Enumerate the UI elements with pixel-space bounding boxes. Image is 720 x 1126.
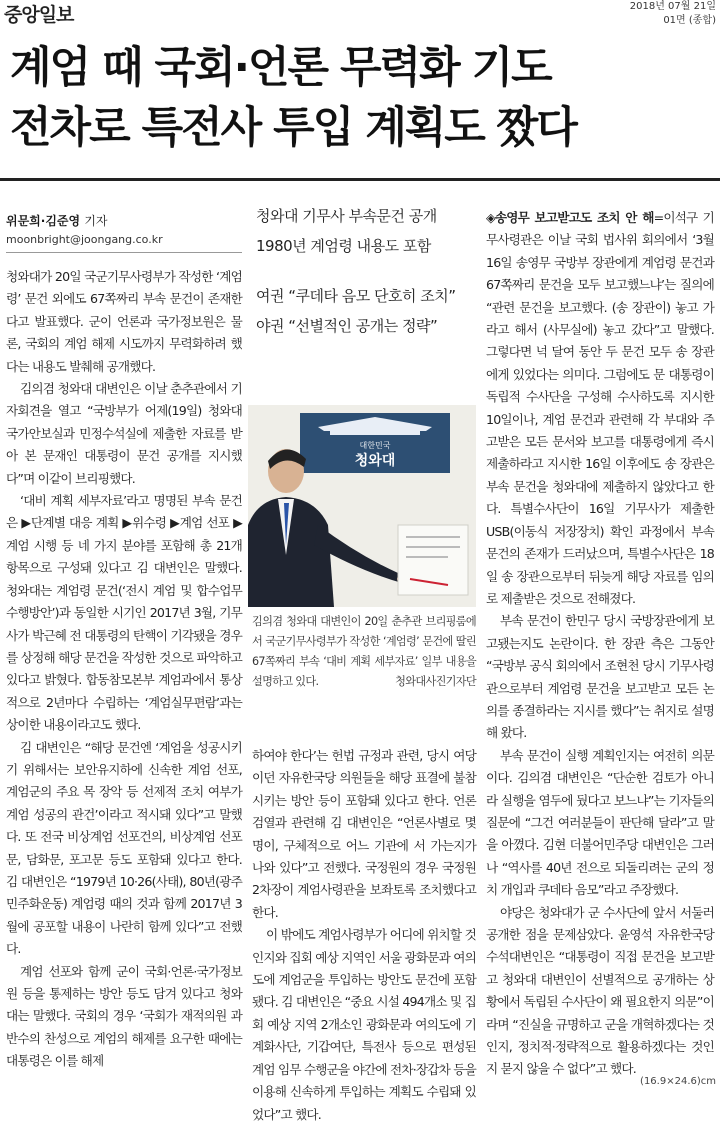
byline-divider [6, 252, 242, 253]
headline-line-2: 전차로 특전사 투입 계획도 짰다 [10, 103, 576, 153]
newspaper-logo: 중앙일보 [4, 4, 74, 26]
headline-line-1: 계엄 때 국회·언론 무력화 기도 [10, 43, 551, 93]
paragraph-text: =이석구 기무사령관은 이날 국회 법사위 회의에서 ‘3월 16일 송영무 국방부 장관에게 계엄령 문건과 67쪽짜리 문건을 모두 보고했느냐’는 질의에 “관련 문건을 보고했다. (송 장관이) 놓고 가라고 해서 (사무실에) 놓고 갔다”고 말했다. 그렇다면 넉 달여 동안 두 문건 모두 송 장관에게 있었다는 의미다. 그럼에도 문 대통령이 독립적 수사단을 구성해 수사하도록 지시한 10일이나, 계엄 문건과 관련해 각 부대와 주고받은 모든 문서와 보고를 대통령에게 즉시 제출하라고 지시한 16일 이후에도 송 장관은 부속 문건을 청와대에 제출하지 않았다고 한다. 특별수사단이 16일 기무사가 제출한 USB(이동식 저장장치) 확인 과정에서 부속 문건의 존재가 드러났으며, 특별수사단은 18일 송 장관으로부터 뒤늦게 해당 자료를 임의로 제출받은 것으로 전해졌다. [486, 210, 714, 606]
paragraph: 김 대변인은 “해당 문건엔 ‘계엄을 성공시키기 위해서는 보안유지하에 신속한 계엄 선포, 계엄군의 주요 목 장악 등 선제적 조치 여부가 계엄 성공의 관건’이라고 적시돼 있다”고 말했다. 또 전국 비상계엄 선포건의, 비상계엄 선포문, 담화문, 포고문 등도 포함돼 있다고 한다. 김 대변인은 “1979년 10·26(사태), 80년(광주 민주화운동) 계엄령 때의 것과 함께 2017년 3월에 공포할 내용이 나란히 함께 있다”고 전했다. [6, 739, 242, 957]
article-size-note: (16.9×24.6)cm [640, 1076, 716, 1087]
subhead-1: 청와대 기무사 부속문건 공개 [256, 207, 437, 225]
paragraph: 김의겸 청와대 대변인은 이날 춘추관에서 기자회견을 열고 “국방부가 어제(19일) 청와대 국가안보실과 민정수석실에 제출한 자료를 받아 본 문재인 대통령이 문건 공개를 지시했다”며 이같이 브리핑했다. [6, 381, 242, 486]
byline-names: 위문희·김준영 [6, 214, 81, 228]
byline-email[interactable]: moonbright@joongang.co.kr [6, 233, 163, 246]
section-kicker: ◈송영무 보고받고도 조치 안 해 [486, 210, 654, 225]
paragraph: 야당은 청와대가 군 수사단에 앞서 서둘러 공개한 점을 문제삼았다. 윤영석 자유한국당 수석대변인은 “대통령이 직접 문건을 보고받고 청와대 대변인이 선별적으로 공개하는 상황에서 독립된 수사단이 왜 필요한지 의문”이라며 “진실을 규명하고 군을 개혁하겠다는 것인지, 정치적·정략적으로 활용하겠다는 것인지 묻지 않을 수 없다”고 했다. [486, 904, 714, 1077]
paragraph [486, 207, 714, 610]
article-column-3 [486, 207, 714, 1088]
briefing-photo-illustration [248, 405, 476, 607]
paragraph: 부속 문건이 한민구 당시 국방장관에게 보고됐는지도 논란이다. 한 장관 측은 그동안 “국방부 공식 회의에서 조현천 당시 기무사령관으로부터 계엄령 문건을 보고받고 모든 논의를 종결하라는 지시를 했다”는 취지로 설명해 왔다. [486, 613, 714, 741]
paragraph: 부속 문건이 실행 계획인지는 여전히 의문이다. 김의겸 대변인은 “단순한 검토가 아니라 실행을 염두에 뒀다고 보느냐”는 기자들의 질문에 “그건 여러분들이 판단해 달라”고 말을 아꼈다. 김현 더불어민주당 대변인은 그러나 “역사를 40년 전으로 되돌리려는 군의 정치 개입과 쿠데타 음모”라고 주장했다. [486, 747, 714, 898]
sign-top-text: 대한민국 [359, 441, 391, 450]
subhead-2: 1980년 계엄령 내용도 포함 [256, 237, 431, 255]
briefing-photo [248, 405, 476, 607]
caption-text: 김의겸 청와대 대변인이 20일 춘추관 브리핑룸에서 국군기무사령부가 작성한 ‘계엄령’ 문건에 딸린 67쪽짜리 부속 ‘대비 계획 세부자료’ 일부 내용을 설명하고 있다. [252, 615, 476, 688]
issue-date: 2018년 07월 21일 [629, 1, 716, 12]
page-section: 01면 (종합) [663, 15, 716, 26]
paragraph: 하여야 한다’는 헌법 규정과 관련, 당시 여당이던 자유한국당 의원들을 해당 표결에 불참시키는 방안 등이 포함돼 있다고 한다. 언론 검열과 관련해 김 대변인은 “언론사별로 몇 명이, 구체적으로 어느 기관에 서 가는지가 나와 있다”고 전했다. 국정원의 경우 국정원 2차장이 계엄사령관을 보좌토록 조치했다고 한다. [252, 748, 476, 920]
issue-info [630, 0, 716, 28]
paragraph: 계엄 선포와 함께 군이 국회·언론·국가정보원 등을 통제하는 방안 등도 담겨 있다고 청와대는 말했다. 국회의 경우 ‘국회가 재적의원 과반수의 찬성으로 계엄의 해제를 요구한 때에는 대통령은 이를 해제 [6, 963, 242, 1069]
subhead-3: 여권 “쿠데타 음모 단호히 조치” [256, 287, 456, 305]
article-column-1 [6, 266, 242, 1088]
subhead-4: 야권 “선별적인 공개는 정략” [256, 317, 438, 335]
paragraph: 이 밖에도 계엄사령부가 어디에 위치할 것인지와 집회 예상 지역인 서울 광화문과 여의도에 계엄군을 투입하는 방안도 문건에 포함됐다. 김 대변인은 “중요 시설 494개소 및 집회 예상 지역 2개소인 광화문과 여의도에 기계화사단, 기갑여단, 특전사 등으로 편성된 계엄 임무 수행군을 야간에 전차·장갑차 등을 이용해 신속하게 투입하는 계획도 수립돼 있었다”고 했다. [252, 927, 476, 1122]
article-column-2 [252, 745, 476, 1122]
byline-role: 기자 [84, 214, 108, 228]
sign-main-text: 청와대 [354, 453, 396, 469]
photo-credit: 청와대사진기자단 [395, 675, 476, 688]
paragraph: 청와대가 20일 국군기무사령부가 작성한 ‘계엄령’ 문건 외에도 67쪽짜리 부속 문건이 존재한다고 발표했다. 군이 언론과 국가정보원은 물론, 국회의 계엄 해제 시도까지 무력화하려 했다는 내용도 발췌해 공개했다. [6, 269, 242, 374]
headline-divider [0, 178, 720, 181]
byline [6, 212, 108, 229]
photo-caption [252, 612, 476, 692]
paragraph: ‘대비 계획 세부자료’라고 명명된 부속 문건은 ▶단계별 대응 계획 ▶위수령 ▶계엄 선포 ▶계엄 시행 등 네 가지 분야를 포함해 총 21개 항목으로 구성돼 있다고 김 대변인은 말했다. 청와대는 계엄령 문건(‘전시 계엄 및 합수업무 수행방안’)과 동일한 시기인 2017년 3월, 기무사가 박근혜 전 대통령의 탄핵이 기각됐을 경우를 상정해 해당 문건을 작성한 것으로 파악하고 있다고 밝혔다. 합동참모본부 계엄과에서 통상적으로 2년마다 수립하는 ‘계엄실무편람’과는 상이한 내용이라고도 했다. [6, 493, 242, 733]
